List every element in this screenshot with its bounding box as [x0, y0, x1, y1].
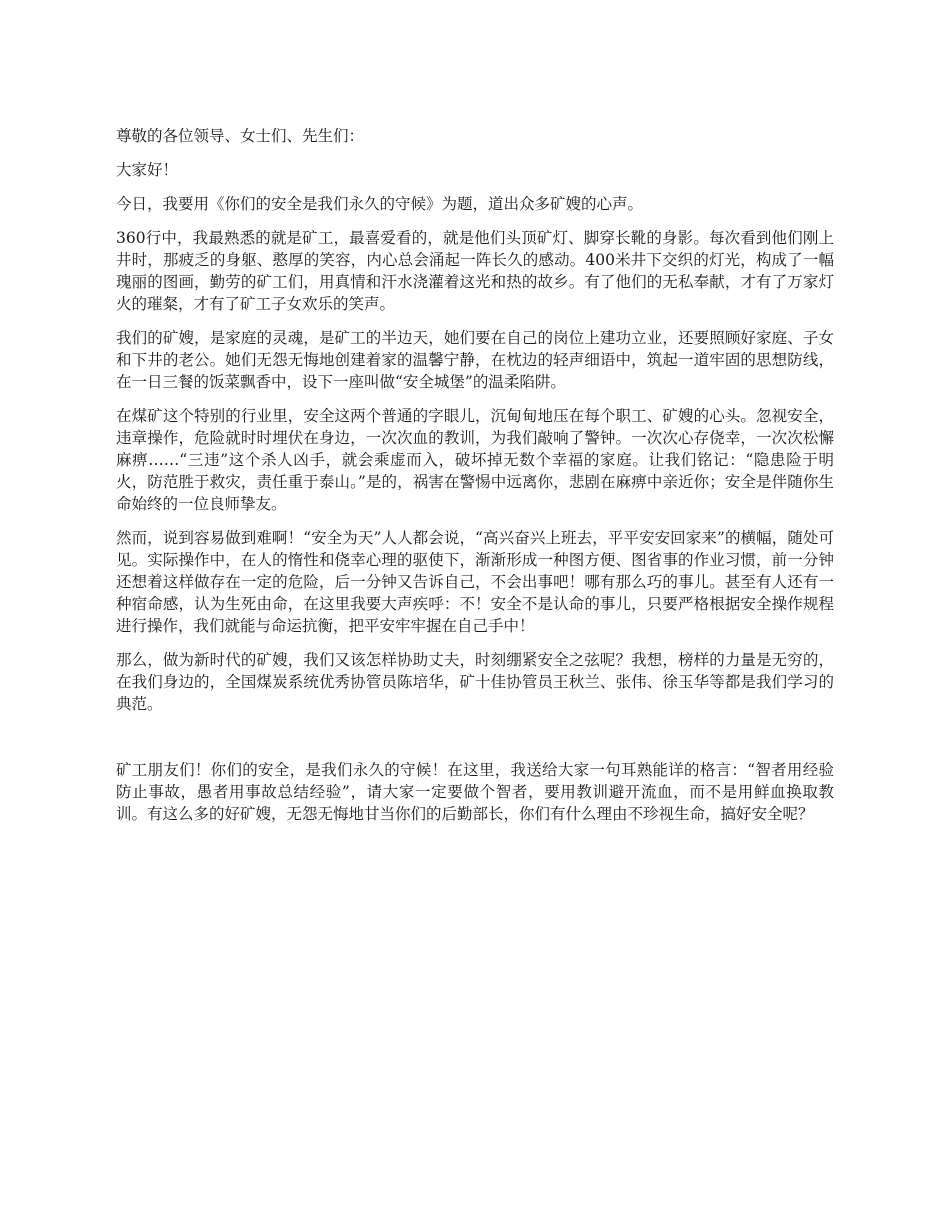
- salutation: 尊敬的各位领导、女士们、先生们：: [116, 127, 365, 145]
- greeting: 大家好！: [116, 161, 179, 179]
- document-body: [116, 125, 834, 837]
- body-paragraph: 我们的矿嫂，是家庭的灵魂，是矿工的半边天，她们要在自己的岗位上建功立业，还要照顾好家庭、子女和下井的老公。她们无怨无悔地创建着家的温馨宁静，在枕边的轻声细语中，筑起一道牢固的思想防线，在一日三餐的饭菜飘香中，设下一座叫做“安全城堡”的温柔陷阱。: [116, 329, 834, 391]
- body-paragraph: 那么，做为新时代的矿嫂，我们又该怎样协助丈夫，时刻绷紧安全之弦呢？我想，榜样的力量是无穷的，在我们身边的，全国煤炭系统优秀协管员陈培华，矿十佳协管员王秋兰、张伟、徐玉华等都是我们学习的典范。: [116, 651, 834, 713]
- closing-paragraph: 矿工朋友们！你们的安全，是我们永久的守候！在这里，我送给大家一句耳熟能详的格言：“智者用经验防止事故，愚者用事故总结经验”，请大家一定要做个智者，要用教训避开流血，而不是用鲜血换取教训。有这么多的好矿嫂，无怨无悔地甘当你们的后勤部长，你们有什么理由不珍视生命，搞好安全呢？: [116, 761, 834, 823]
- body-paragraph: 然而，说到容易做到难啊！“安全为天”人人都会说，“高兴奋兴上班去，平平安安回家来”的横幅，随处可见。实际操作中，在人的惰性和侥幸心理的驱使下，渐渐形成一种图方便、图省事的作业习惯，前一分钟还想着这样做存在一定的危险，后一分钟又告诉自己，不会出事吧！哪有那么巧的事儿。甚至有人还有一种宿命感，认为生死由命，在这里我要大声疾呼：不！安全不是认命的事儿，只要严格根据安全操作规程进行操作，我们就能与命运抗衡，把平安牢牢握在自己手中！: [116, 529, 834, 635]
- body-paragraph: 360行中，我最熟悉的就是矿工，最喜爱看的，就是他们头顶矿灯、脚穿长靴的身影。每次看到他们刚上井时，那疲乏的身躯、憨厚的笑容，内心总会涌起一阵长久的感动。400米井下交织的灯光，构成了一幅瑰丽的图画，勤劳的矿工们，用真情和汗水浇灌着这光和热的故乡。有了他们的无私奉献，才有了万家灯火的璀粲，才有了矿工子女欢乐的笑声。: [116, 229, 834, 313]
- introduction-paragraph: 今日，我要用《你们的安全是我们永久的守候》为题，道出众多矿嫂的心声。: [116, 195, 644, 213]
- body-paragraph: 在煤矿这个特别的行业里，安全这两个普通的字眼儿，沉甸甸地压在每个职工、矿嫂的心头。忽视安全，违章操作，危险就时时埋伏在身边，一次次血的教训，为我们敲响了警钟。一次次心存侥幸，一次次松懈麻痹……“三违”这个杀人凶手，就会乘虚而入，破坏掉无数个幸福的家庭。让我们铭记：“隐患险于明火，防范胜于救灾，责任重于泰山。”是的，祸害在警惕中远离你，悲剧在麻痹中亲近你；安全是伴随你生命始终的一位良师挚友。: [116, 407, 834, 513]
